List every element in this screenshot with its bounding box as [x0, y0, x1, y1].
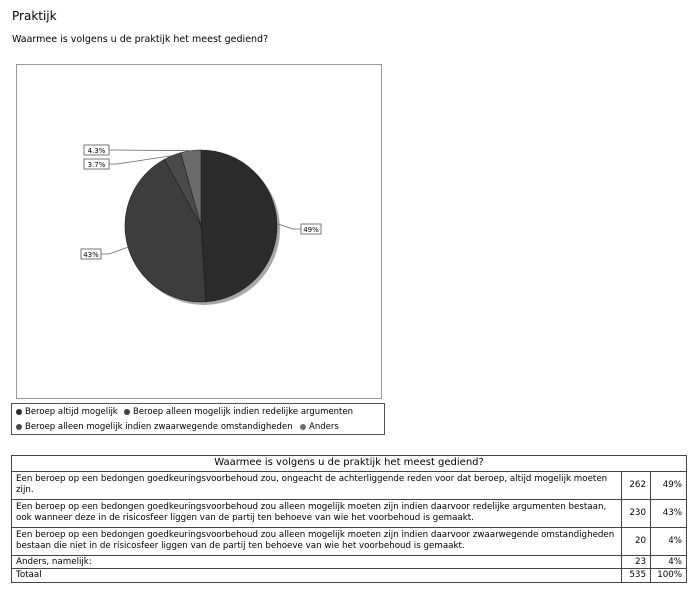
row-count: 20: [622, 527, 651, 555]
table-total-row: [12, 569, 687, 583]
section-title: Praktijk: [12, 9, 57, 23]
legend-swatch: [16, 424, 22, 430]
table-row: [12, 471, 687, 499]
table-row: [12, 499, 687, 527]
legend-label: Beroep alleen mogelijk indien redelijke argumenten: [133, 407, 353, 417]
total-percent: 100%: [651, 569, 687, 583]
data-label: 4.3%: [87, 146, 106, 155]
chart-legend: [11, 403, 385, 435]
pie-chart-svg: [17, 65, 383, 400]
table-header: Waarmee is volgens u de praktijk het meest gediend?: [12, 456, 687, 472]
pie-chart: [16, 64, 382, 399]
data-label-leader: [109, 150, 191, 151]
row-label: Een beroep op een bedongen goedkeuringsvoorbehoud zou alleen mogelijk moeten zijn indien daarvoor redelijke argumenten bestaan, ook wanneer deze in de risicosfeer liggen van de partij ten behoeve van wie het voorbehoud is gemaakt.: [12, 499, 622, 527]
row-percent: 49%: [651, 471, 687, 499]
results-table: [11, 455, 687, 583]
legend-swatch: [124, 409, 130, 415]
table-header-row: [12, 456, 687, 472]
data-label: 3.7%: [87, 160, 106, 169]
data-label: 43%: [83, 250, 99, 259]
legend-item: [16, 422, 292, 432]
legend-item: [16, 407, 118, 417]
legend-item: [300, 422, 339, 432]
total-count: 535: [622, 569, 651, 583]
total-label: Totaal: [12, 569, 622, 583]
row-count: 230: [622, 499, 651, 527]
row-label: Een beroep op een bedongen goedkeuringsvoorbehoud zou, ongeacht de achterliggende reden voor dat beroep, altijd mogelijk moeten zijn.: [12, 471, 622, 499]
legend-item: [124, 407, 353, 417]
question-text: Waarmee is volgens u de praktijk het meest gediend?: [12, 34, 269, 45]
row-label: Anders, namelijk:: [12, 555, 622, 569]
data-label-leader: [101, 247, 128, 254]
legend-label: Anders: [309, 422, 339, 432]
table-row: [12, 527, 687, 555]
row-percent: 43%: [651, 499, 687, 527]
legend-swatch: [16, 409, 22, 415]
row-label: Een beroep op een bedongen goedkeuringsvoorbehoud zou alleen mogelijk moeten zijn indien daarvoor zwaarwegende omstandigheden bestaan die niet in de risicosfeer liggen van de partij ten behoeve van wie het voorbehoud is gemaakt.: [12, 527, 622, 555]
legend-swatch: [300, 424, 306, 430]
table-row: [12, 555, 687, 569]
data-label: 49%: [303, 225, 319, 234]
legend-label: Beroep altijd mogelijk: [25, 407, 118, 417]
pie-slice: [201, 150, 277, 302]
row-count: 262: [622, 471, 651, 499]
legend-label: Beroep alleen mogelijk indien zwaarwegende omstandigheden: [25, 422, 293, 432]
data-label-leader: [277, 224, 301, 229]
row-percent: 4%: [651, 555, 687, 569]
row-count: 23: [622, 555, 651, 569]
row-percent: 4%: [651, 527, 687, 555]
